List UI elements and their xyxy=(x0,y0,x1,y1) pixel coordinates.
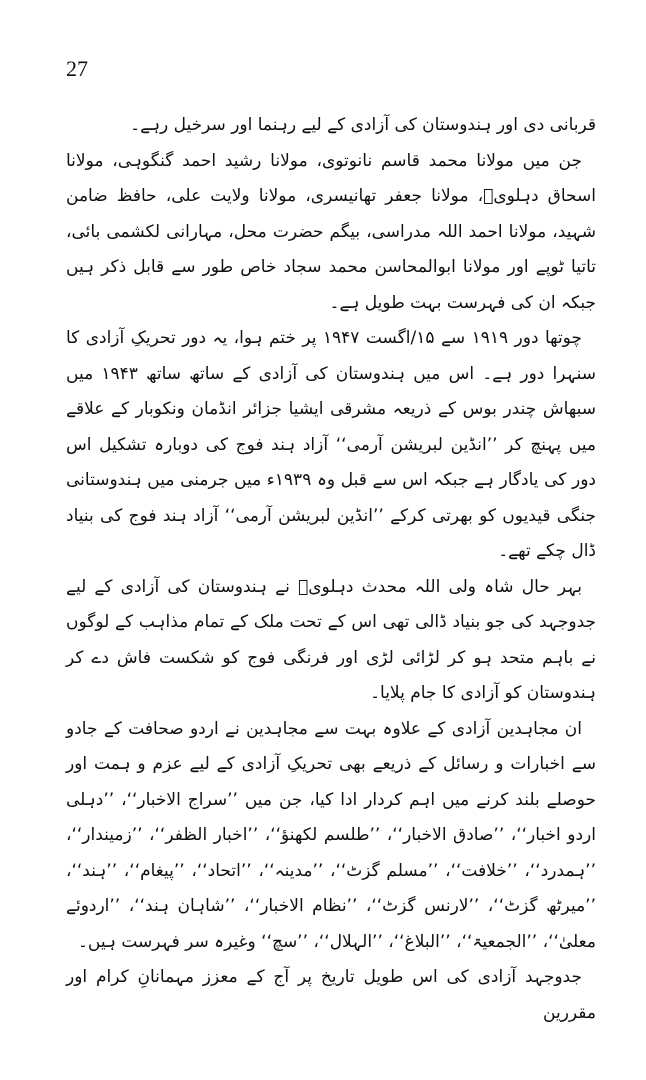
paragraph-5: ان مجاہدین آزادی کے علاوہ بہت سے مجاہدین نے اردو صحافت کے جادو سے اخبارات و رسائل کے ذریعے بھی تحریکِ آزادی کے لیے عزم و ہمت اور حوصلے بلند کرنے میں اہم کردار ادا کیا، جن میں ’’سراج الاخبار‘‘، ’’دہلی اردو اخبار‘‘، ’’صادق الاخبار‘‘، ’’طلسم لکھنؤ‘‘، ’’اخبار الظفر‘‘، ’’زمیندار‘‘، ’’ہمدرد‘‘، ’’خلافت‘‘، ’’مسلم گزٹ‘‘، ’’مدینہ‘‘، ’’اتحاد‘‘، ’’پیغام‘‘، ’’ہند‘‘، ’’میرٹھ گزٹ‘‘، ’’لارنس گزٹ‘‘، ’’نظام الاخبار‘‘، ’’شاہان ہند‘‘، ’’اردوئے معلیٰ‘‘، ’’الجمعیۃ‘‘، ’’البلاغ‘‘، ’’الہلال‘‘، ’’سچ‘‘ وغیرہ سر فہرست ہیں۔ xyxy=(66,718,596,952)
page-number: 27 xyxy=(66,56,88,81)
paragraph-3: چوتھا دور ۱۹۱۹ سے ۱۵/اگست ۱۹۴۷ پر ختم ہوا، یہ دور تحریکِ آزادی کا سنہرا دور ہے۔ اس میں ہندوستان کی آزادی کے ساتھ ساتھ ۱۹۴۳ میں سبھاش چندر بوس کے ذریعہ مشرقی ایشیا جزائر انڈمان ونکوبار کے علاقے میں پہنچ کر ’’انڈین لبریشن آرمی‘‘ آزاد ہند فوج کی دوبارہ تشکیل اس دور کی یادگار ہے جبکہ اس سے قبل وہ ۱۹۳۹ء میں جرمنی میں ہندوستانی جنگی قیدیوں کو بھرتی کرکے ’’انڈین لبریشن آرمی‘‘ آزاد ہند فوج کی بنیاد ڈال چکے تھے۔ xyxy=(66,328,596,561)
paragraph-2: جن میں مولانا محمد قاسم نانوتوی، مولانا رشید احمد گنگوہی، مولانا اسحاق دہلویؒ، مولانا جعفر تھانیسری، مولانا ولایت علی، حافظ ضامن شہید، مولانا احمد اللہ مدراسی، بیگم حضرت محل، مہارانی لکشمی بائی، تاتیا ٹوپے اور مولانا ابوالمحاسن محمد سجاد خاص طور سے قابل ذکر ہیں جبکہ ان کی فہرست بہت طویل ہے۔ xyxy=(66,150,596,313)
paragraph-6: جدوجہد آزادی کی اس طویل تاریخ پر آج کے معزز مہمانانِ کرام اور مقررین xyxy=(66,967,596,1023)
paragraph-1: قربانی دی اور ہندوستان کی آزادی کے لیے رہنما اور سرخیل رہے۔ xyxy=(130,115,596,135)
urdu-text-block xyxy=(66,108,596,1031)
paragraph-4: بہر حال شاہ ولی اللہ محدث دہلویؒ نے ہندوستان کی آزادی کے لیے جدوجہد کی جو بنیاد ڈالی تھی اس کے تحت ملک کے تمام مذاہب کے لوگوں نے باہم متحد ہو کر لڑائی لڑی اور فرنگی فوج کو شکست فاش دے کر ہندوستان کو آزادی کا جام پلایا۔ xyxy=(66,576,596,703)
